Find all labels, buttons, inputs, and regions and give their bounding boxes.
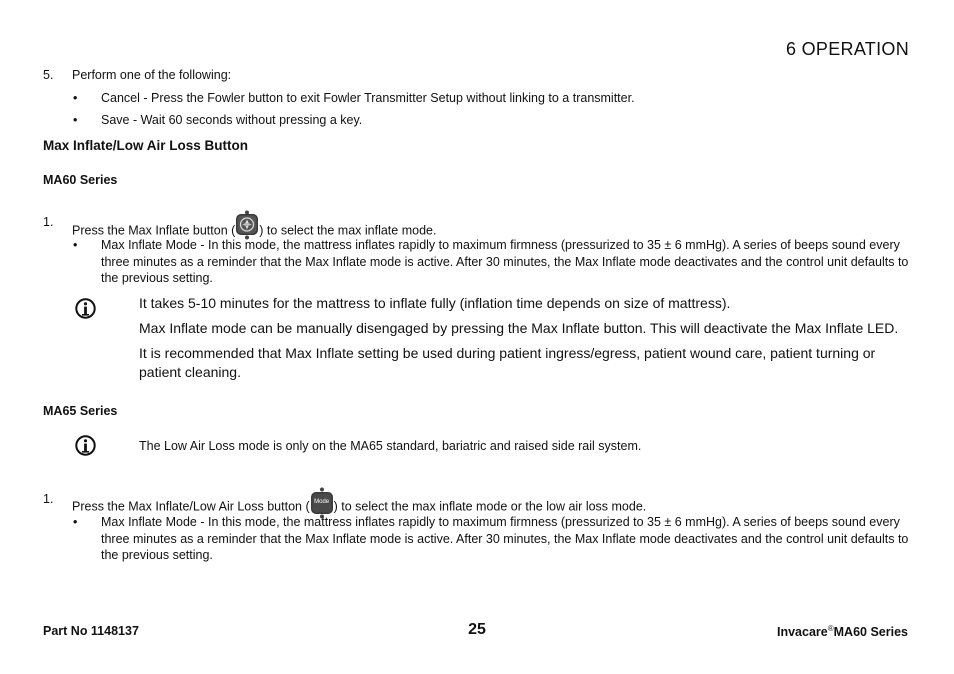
bullet-dot: • bbox=[73, 238, 78, 252]
bullet-dot: • bbox=[73, 113, 78, 127]
bullet-text: Max Inflate Mode - In this mode, the mattress inflates rapidly to maximum firmness (pressurized to 35 ± 6 mmHg). A series of beeps sound every three minutes as a reminder that the Max Inflate mode is active. After 30 minutes, the Max Inflate mode deactivates and the control unit defaults to the previous setting. bbox=[101, 238, 909, 285]
note-block bbox=[139, 294, 909, 388]
step-text: Press the Max Inflate/Low Air Loss button ( Mode ) to select the max inflate mode or the low air loss mode. bbox=[72, 491, 646, 523]
bullet-text: Save - Wait 60 seconds without pressing a key. bbox=[101, 113, 363, 127]
brand-name: Invacare bbox=[777, 625, 828, 640]
note-paragraph: It takes 5-10 minutes for the mattress to inflate fully (inflation time depends on size of mattress). bbox=[139, 295, 731, 311]
section-title: 6 OPERATION bbox=[786, 39, 909, 59]
step-number: 1. bbox=[43, 492, 54, 506]
bullet-text: Cancel - Press the Fowler button to exit Fowler Transmitter Setup without linking to a transmitter. bbox=[101, 91, 635, 105]
step-text: Perform one of the following: bbox=[72, 68, 232, 82]
info-icon bbox=[75, 435, 96, 456]
note-paragraph: Max Inflate mode can be manually disengaged by pressing the Max Inflate button. This will deactivate the Max Inflate LED. bbox=[139, 320, 899, 336]
note-paragraph: It is recommended that Max Inflate setting be used during patient ingress/egress, patient wound care, patient turning or patient cleaning. bbox=[139, 345, 876, 380]
registered-mark: ® bbox=[827, 624, 834, 633]
bullet-dot: • bbox=[73, 515, 78, 529]
mode-button-label: Mode bbox=[314, 499, 330, 505]
page-number: 25 bbox=[468, 621, 486, 638]
product-name: MA60 Series bbox=[833, 625, 908, 640]
bullet-dot: • bbox=[73, 91, 78, 105]
subsection-heading-ma60: MA60 Series bbox=[43, 173, 118, 187]
footer-part-number: Part No 1148137 bbox=[43, 624, 139, 638]
step-number: 5. bbox=[43, 68, 54, 82]
section-heading: Max Inflate/Low Air Loss Button bbox=[43, 138, 249, 153]
bullet-text: Max Inflate Mode - In this mode, the mattress inflates rapidly to maximum firmness (pressurized to 35 ± 6 mmHg). A series of beeps sound every three minutes as a reminder that the Max Inflate mode is active. After 30 minutes, the Max Inflate mode deactivates and the control unit defaults to the previous setting. bbox=[101, 515, 909, 562]
note-text: The Low Air Loss mode is only on the MA65 standard, bariatric and raised side rail system. bbox=[139, 439, 642, 453]
step-number: 1. bbox=[43, 215, 54, 229]
footer-product bbox=[777, 624, 908, 639]
subsection-heading-ma65: MA65 Series bbox=[43, 404, 118, 418]
info-icon bbox=[75, 298, 96, 319]
step-text: Press the Max Inflate button ( ) to select the max inflate mode. bbox=[72, 214, 436, 249]
